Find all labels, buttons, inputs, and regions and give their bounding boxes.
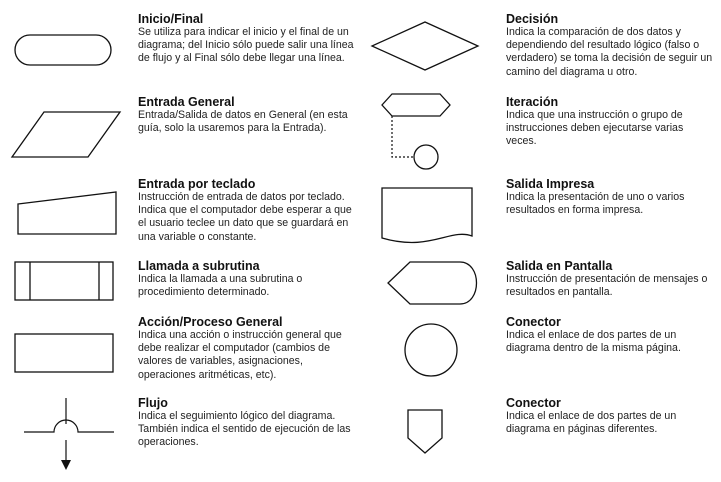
display-symbol bbox=[386, 260, 486, 308]
entry-description: Indica que una instrucción o grupo de instrucciones deben ejecutarse varias veces. bbox=[506, 109, 684, 148]
connector-circle-symbol bbox=[403, 322, 463, 382]
entry-entrada-general bbox=[138, 95, 360, 135]
entry-iteracion bbox=[506, 95, 714, 149]
entry-description: Indica la presentación de uno o varios resultados en forma impresa. bbox=[506, 191, 685, 217]
entry-description: Entrada/Salida de datos en General (en esta guía, solo la usaremos para la Entrada). bbox=[138, 109, 348, 135]
entry-accion-proceso bbox=[138, 315, 360, 382]
process-symbol bbox=[14, 333, 118, 375]
entry-title: Entrada General bbox=[138, 95, 235, 109]
entry-description: Instrucción de presentación de mensajes o resultados en pantalla. bbox=[506, 273, 708, 299]
decision-diamond-symbol bbox=[370, 20, 482, 72]
entry-title: Salida en Pantalla bbox=[506, 259, 613, 273]
entry-description: Indica la llamada a una subrutina o procedimiento determinado. bbox=[138, 273, 303, 299]
entry-title: Iteración bbox=[506, 95, 559, 109]
entry-title: Conector bbox=[506, 315, 561, 329]
manual-input-symbol bbox=[16, 190, 120, 238]
entry-title: Salida Impresa bbox=[506, 177, 595, 191]
offpage-connector-symbol bbox=[406, 408, 446, 456]
entry-flujo bbox=[138, 396, 360, 450]
entry-title: Llamada a subrutina bbox=[138, 259, 260, 273]
entry-salida-impresa bbox=[506, 177, 714, 217]
entry-decision bbox=[506, 12, 714, 79]
entry-description: Indica el enlace de dos partes de un diagrama en páginas diferentes. bbox=[506, 410, 677, 436]
entry-conector-fuera-pagina bbox=[506, 396, 714, 436]
parallelogram-symbol bbox=[10, 110, 122, 160]
document-symbol bbox=[380, 186, 476, 248]
entry-llamada-subrutina bbox=[138, 259, 360, 299]
entry-title: Entrada por teclado bbox=[138, 177, 256, 191]
entry-title: Decisión bbox=[506, 12, 559, 26]
entry-description: Indica el enlace de dos partes de un diagrama dentro de la misma página. bbox=[506, 329, 681, 355]
entry-description: Se utiliza para indicar el inicio y el final de un diagrama; del Inicio sólo puede salir una línea de flujo y al Final sólo debe llegar una línea. bbox=[138, 26, 354, 65]
entry-entrada-teclado bbox=[138, 177, 360, 244]
entry-description: Indica una acción o instrucción general que debe realizar el computador (cambios de valores de variables, asignaciones, operaciones aritméticas, etc). bbox=[138, 329, 342, 381]
entry-description: Instrucción de entrada de datos por teclado. Indica que el computador debe esperar a que el usuario teclee un dato que se guardará en una variable o constante. bbox=[138, 191, 352, 243]
entry-inicio-final bbox=[138, 12, 360, 66]
iteration-symbol bbox=[378, 92, 468, 172]
entry-title: Flujo bbox=[138, 396, 168, 410]
entry-description: Indica el seguimiento lógico del diagrama. También indica el sentido de ejecución de las operaciones. bbox=[138, 410, 351, 449]
entry-description: Indica la comparación de dos datos y dependiendo del resultado lógico (falso o verdadero) se toma la decisión de seguir un camino del diagrama u otro. bbox=[506, 26, 713, 78]
flow-lines-symbol bbox=[22, 398, 118, 472]
terminator-symbol bbox=[14, 34, 114, 68]
entry-salida-pantalla bbox=[506, 259, 714, 299]
subroutine-symbol bbox=[14, 261, 118, 303]
entry-conector-pagina bbox=[506, 315, 714, 355]
entry-title: Conector bbox=[506, 396, 561, 410]
entry-title: Inicio/Final bbox=[138, 12, 204, 26]
entry-title: Acción/Proceso General bbox=[138, 315, 283, 329]
